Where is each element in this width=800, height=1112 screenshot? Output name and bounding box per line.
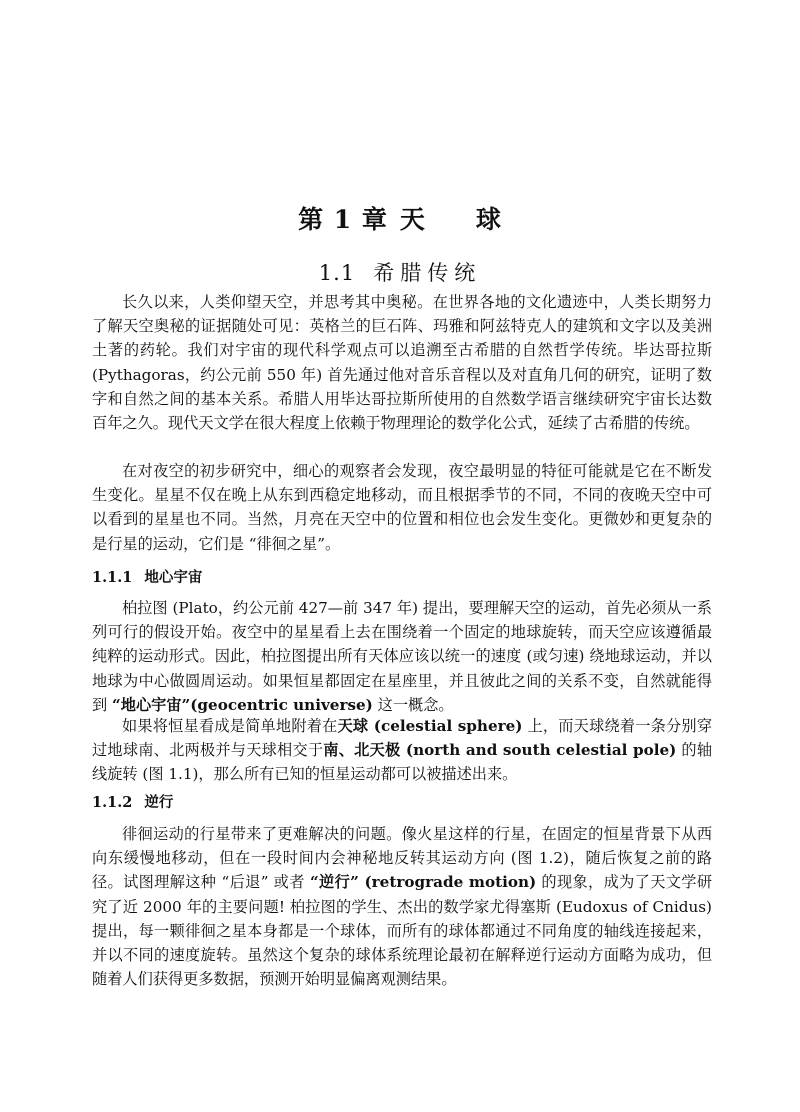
paragraph-night-sky (92, 459, 712, 556)
subsection-number: 1.1.1 (92, 569, 133, 586)
section-number: 1.1 (318, 261, 356, 285)
section-title-text: 希腊传统 (373, 261, 482, 285)
paragraph-4-text-a: 如果将恒星看成是简单地附着在 (122, 717, 338, 735)
term-celestial-poles: 南、北天极 (north and south celestial pole) (323, 741, 677, 760)
paragraph-plato (92, 596, 712, 717)
paragraph-retrograde (92, 822, 712, 991)
paragraph-2-text: 在对夜空的初步研究中，细心的观察者会发现，夜空最明显的特征可能就是它在不断发生变化。星星不仅在晚上从东到西稳定地移动，而且根据季节的不同，不同的夜晚天空中可以看到的星星也不同。当然，月亮在天空中的位置和相位也会发生变化。更微妙和更复杂的是行星的运动，它们是 “徘徊之星”。 (92, 462, 712, 553)
subsection-heading-retrograde (92, 793, 712, 813)
paragraph-5-text-b: 的现象，成为了天文学研究了近 2000 年的主要问题! 柏拉图的学生、杰出的数学家尤得塞斯 (Eudoxus of Cnidus) 提出，每一颗徘徊之星本身都是一个球体，而所有的球体都通过不同角度的轴线连接起来，并以不同的速度旋转。虽然这个复杂的球体系统理论最初在解释逆行运动方面略为成功，但随着人们获得更多数据，预测开始明显偏离观测结果。 (92, 873, 713, 989)
subsection-title: 逆行 (144, 794, 174, 811)
paragraph-4-text-c: 的轴线旋转 (图 1.1)，那么所有已知的恒星运动都可以被描述出来。 (92, 741, 713, 784)
paragraph-1-text: 长久以来，人类仰望天空，并思考其中奥秘。在世界各地的文化遗迹中，人类长期努力了解天空奥秘的证据随处可见：英格兰的巨石阵、玛雅和阿兹特克人的建筑和文字以及美洲土著的药轮。我们对宇宙的现代科学观点可以追溯至古希腊的自然哲学传统。毕达哥拉斯 (Pythagoras，约公元前 550 年) 首先通过他对音乐音程以及对直角几何的研究，证明了数字和自然之间的基本关系。希腊人用毕达哥拉斯所使用的自然数学语言继续研究宇宙长达数百年之久。现代天文学在很大程度上依赖于物理理论的数学化公式，延续了古希腊的传统。 (92, 293, 712, 433)
subsection-number: 1.1.2 (92, 794, 133, 811)
term-geocentric-universe: “地心宇宙”(geocentric universe) (112, 695, 373, 714)
chapter-prefix: 第 1 章 (298, 205, 388, 234)
paragraph-4-text-b: 上，而天球绕着一条分别穿过地球南、北两极并与天球相交于 (92, 717, 713, 760)
subsection-title: 地心宇宙 (144, 569, 203, 586)
chapter-title-char-1: 天 (399, 205, 426, 234)
term-retrograde-motion: “逆行” (retrograde motion) (309, 873, 537, 892)
chapter-title (0, 200, 800, 236)
paragraph-5-text-a: 徘徊运动的行星带来了更难解决的问题。像火星这样的行星，在固定的恒星背景下从西向东缓慢地移动，但在一段时间内会神秘地反转其运动方向 (图 1.2)，随后恢复之前的路径。试图理解这种 “后退” 或者 (92, 825, 712, 892)
paragraph-3-text-b: 这一概念。 (372, 695, 454, 714)
paragraph-3-text-a: 柏拉图 (Plato，约公元前 427—前 347 年) 提出，要理解天空的运动，首先必须从一系列可行的假设开始。夜空中的星星看上去在围绕着一个固定的地球旋转，而天空应该遵循最纯粹的运动形式。因此，柏拉图提出所有天体应该以统一的速度 (或匀速) 绕地球运动，并以地球为中心做圆周运动。如果恒星都固定在星座里，并且彼此之间的关系不变，自然就能得到 (92, 599, 712, 714)
paragraph-intro (92, 290, 712, 435)
subsection-heading-geocentric (92, 568, 712, 588)
paragraph-celestial-sphere (92, 714, 712, 787)
chapter-title-char-2: 球 (475, 205, 502, 234)
term-celestial-sphere: 天球 (celestial sphere) (337, 717, 523, 735)
section-title (0, 257, 800, 287)
